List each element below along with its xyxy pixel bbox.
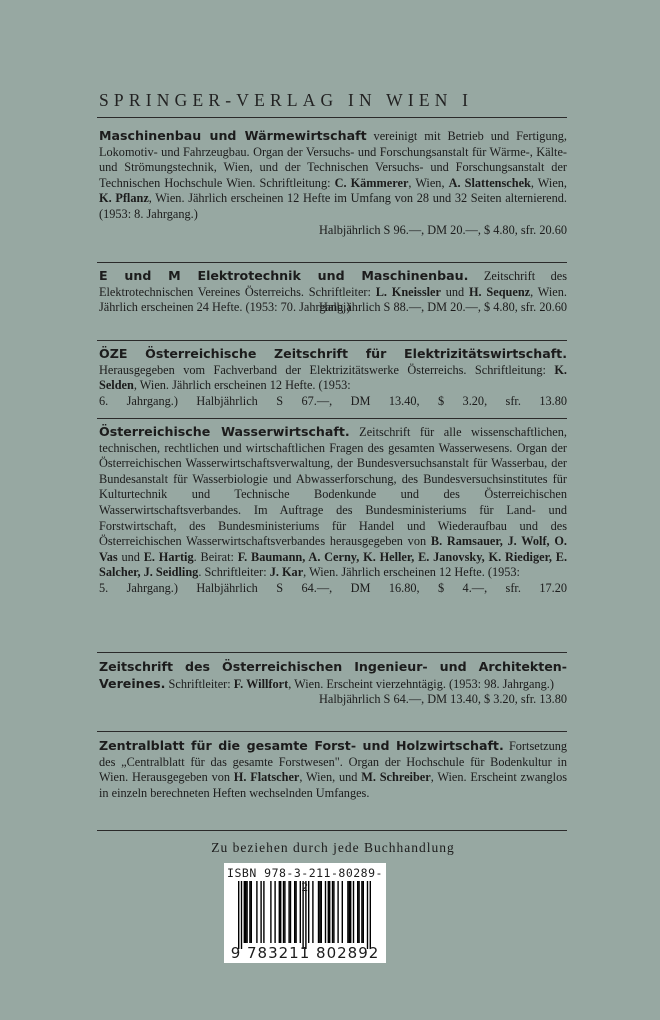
header-rule bbox=[97, 117, 567, 118]
entry-title: ÖZE Österreichische Zeitschrift für Elektrizitätswirtschaft. bbox=[99, 346, 567, 361]
entry-ingenieur-verein: Zeitschrift des Österreichischen Ingenieur- und Architekten-Vereines. Schriftleiter: F. Willfort, Wien. Erscheint vierzehntägig. (1953: 98. Jahrgang.) Halbjährlich S 64.—, DM 13.40, $ 3.20, sfr. 13.80 bbox=[99, 659, 567, 707]
footer-rule bbox=[97, 830, 567, 831]
entry-rule bbox=[97, 418, 567, 419]
entry-title: Zeitschrift des Österreichischen Ingenieur- und Architekten-Vereines. bbox=[99, 659, 567, 691]
entry-zentralblatt: Zentralblatt für die gesamte Forst- und Holzwirtschaft. Fortsetzung des „Centralblatt für das gesamte Forstwesen". Organ der Hochschule für Bodenkultur in Wien. Herausgegeben von H. Flatscher, Wien, und M. Schreiber, Wien. Erscheint zwanglos in einzeln berechneten Heften wechselnden Umfanges. bbox=[99, 738, 568, 800]
entry-elektrotechnik: E und M Elektrotechnik und Maschinenbau. Zeitschrift des Elektrotechnischen Vereines Österreichs. Schriftleiter: L. Kneissler und H. Sequenz, Wien. Jährlich erscheinen 24 Hefte. (1953: 70. Jahrgang.) Halbjährlich S 88.—, DM 20.—, $ 4.80, sfr. 20.60 bbox=[99, 268, 567, 315]
entry-price: 5. Jahrgang.) Halbjährlich S 64.—, DM 16.80, $ 4.—, sfr. 17.20 bbox=[99, 580, 567, 595]
entry-maschinenbau: Maschinenbau und Wärmewirtschaft vereinigt mit Betrieb und Fertigung, Lokomotiv- und Fahrzeugbau. Organ der Versuchs- und Forschungsanstalt für Wärme-, Kälte- und Strömungstechnik, Wien, und der Technischen Versuchs- und Forschungsanstalt der Technischen Hochschule Wien. Schriftleitung: C. Kämmerer, Wien, A. Slattenschek, Wien, K. Pflanz, Wien. Jährlich erscheinen 12 Hefte im Umfang von 28 und 32 Seiten alternierend. (1953: 8. Jahrgang.) Halbjährlich S 96.—, DM 20.—, $ 4.80, sfr. 20.60 bbox=[99, 128, 567, 237]
entry-price: Halbjährlich S 88.—, DM 20.—, $ 4.80, sfr. 20.60 bbox=[319, 300, 567, 315]
entry-price: 6. Jahrgang.) Halbjährlich S 67.—, DM 13.40, $ 3.20, sfr. 13.80 bbox=[99, 393, 567, 408]
entry-rule bbox=[97, 652, 567, 653]
footer-note: Zu beziehen durch jede Buchhandlung bbox=[211, 840, 455, 855]
isbn-barcode bbox=[224, 863, 386, 963]
entry-rule bbox=[97, 731, 567, 732]
entry-title: Zentralblatt für die gesamte Forst- und Holzwirtschaft. bbox=[99, 738, 504, 753]
entry-title: Maschinenbau und Wärmewirtschaft bbox=[99, 128, 367, 143]
entry-rule bbox=[97, 340, 567, 341]
entry-rule bbox=[97, 262, 567, 263]
entry-wasserwirtschaft: Österreichische Wasserwirtschaft. Zeitschrift für alle wissenschaftlichen, technischen, rechtlichen und wirtschaftlichen Fragen des gesamten Wasserwesens. Organ der Österreichischen Wasserwirtschaftsverwaltung, der Bundesversuchsanstalt für Wasserbau, der Bundesanstalt für Wasserbiologie und Abwasserforschung, des Bundesversuchsinstitutes für Kulturtechnik und Technische Bodenkunde und des Österreichischen Wasserwirtschaftsverbandes. Im Auftrage des Bundesministeriums für Land- und Forstwirtschaft, des Bundesministeriums für Handel und Wiederaufbau und des Österreichischen Wasserwirtschaftsverbandes herausgegeben von B. Ramsauer, J. Wolf, O. Vas und E. Hartig. Beirat: F. Baumann, A. Cerny, K. Heller, E. Janovsky, K. Riediger, E. Salcher, J. Seidling. Schriftleiter: J. Kar, Wien. Jährlich erscheinen 12 Hefte. (1953: 5. Jahrgang.) Halbjährlich S 64.—, DM 16.80, $ 4.—, sfr. 17.20 bbox=[99, 424, 568, 595]
entry-oeze: ÖZE Österreichische Zeitschrift für Elektrizitätswirtschaft. Herausgegeben vom Fachverband der Elektrizitätswerke Österreichs. Schriftleitung: K. Selden, Wien. Jährlich erscheinen 12 Hefte. (1953: 6. Jahrgang.) Halbjährlich S 67.—, DM 13.40, $ 3.20, sfr. 13.80 bbox=[99, 346, 567, 408]
entry-title: Österreichische Wasserwirtschaft. bbox=[99, 424, 350, 439]
entry-price: Halbjährlich S 96.—, DM 20.—, $ 4.80, sfr. 20.60 bbox=[319, 222, 567, 237]
isbn-label: ISBN 978-3-211-80289-2 bbox=[227, 866, 383, 894]
barcode-number: 9 783211 802892 bbox=[230, 944, 380, 962]
entry-title: E und M Elektrotechnik und Maschinenbau. bbox=[99, 268, 469, 283]
publisher-header: SPRINGER-VERLAG IN WIEN I bbox=[99, 90, 474, 110]
entry-price: Halbjährlich S 64.—, DM 13.40, $ 3.20, sfr. 13.80 bbox=[319, 692, 567, 707]
